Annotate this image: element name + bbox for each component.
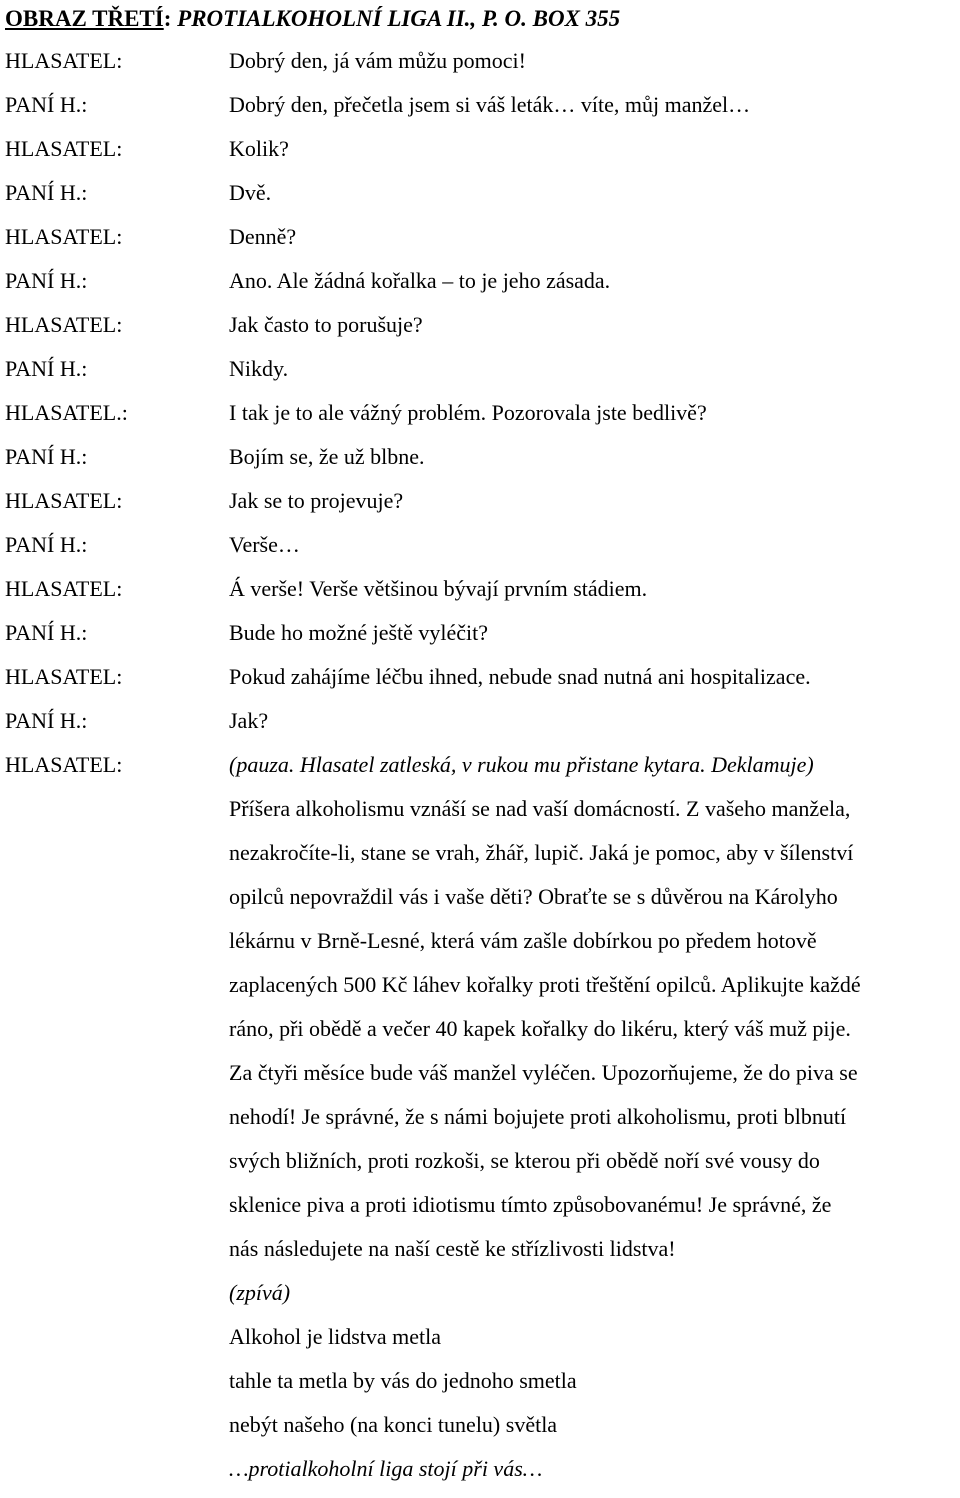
scene-heading-prefix: OBRAZ TŘETÍ: [5, 6, 164, 31]
dialogue-line: [5, 134, 955, 178]
line-text: Pokud zahájíme léčbu ihned, nebude snad nutná ani hospitalizace.: [229, 664, 811, 689]
speaker-name: HLASATEL:: [5, 136, 123, 161]
stage-direction: (pauza. Hlasatel zatleská, v rukou mu přistane kytara. Deklamuje): [229, 752, 814, 777]
speech-line: Příšera alkoholismu vznáší se nad vaší domácností. Z vašeho manžela,: [229, 796, 851, 821]
dialogue-line: [5, 442, 955, 486]
line-text: Kolik?: [229, 136, 289, 161]
speaker-name: HLASATEL:: [5, 48, 123, 73]
line-text: I tak je to ale vážný problém. Pozorovala jste bedlivě?: [229, 400, 707, 425]
speaker-name: PANÍ H.:: [5, 268, 88, 293]
line-text: Ano. Ale žádná kořalka – to je jeho zásada.: [229, 268, 611, 293]
dialogue-line: [5, 750, 955, 794]
speech-line: svých bližních, proti rozkoši, se kterou při obědě noří své vousy do: [229, 1148, 820, 1173]
speech-line: opilců nepovraždil vás i vaše děti? Obraťte se s důvěrou na Károlyho: [229, 884, 838, 909]
speech-line: nezakročíte-li, stane se vrah, žhář, lupič. Jaká je pomoc, aby v šílenství: [229, 840, 854, 865]
dialogue-line: [5, 574, 955, 618]
speaker-name: HLASATEL.:: [5, 400, 128, 425]
speaker-name: PANÍ H.:: [5, 532, 88, 557]
speaker-name: PANÍ H.:: [5, 180, 88, 205]
song-line: …protialkoholní liga stojí při vás…: [229, 1456, 543, 1481]
song-line: tahle ta metla by vás do jednoho smetla: [229, 1368, 577, 1393]
line-text: Dobrý den, přečetla jsem si váš leták… víte, můj manžel…: [229, 92, 751, 117]
line-text: Verše…: [229, 532, 300, 557]
dialogue-line: [5, 486, 955, 530]
line-text: Dvě.: [229, 180, 272, 205]
line-text: Denně?: [229, 224, 297, 249]
line-text: Á verše! Verše většinou bývají prvním stádiem.: [229, 576, 648, 601]
speaker-name: PANÍ H.:: [5, 444, 88, 469]
scene-heading-colon: :: [163, 6, 172, 31]
stage-direction: (zpívá): [229, 1280, 291, 1305]
speaker-name: HLASATEL:: [5, 312, 123, 337]
line-text: Jak se to projevuje?: [229, 488, 404, 513]
speech-line: lékárnu v Brně-Lesné, která vám zašle dobírkou po předem hotově: [229, 928, 817, 953]
speaker-name: PANÍ H.:: [5, 356, 88, 381]
speaker-name: HLASATEL:: [5, 224, 123, 249]
scene-heading-title: PROTIALKOHOLNÍ LIGA II., P. O. BOX 355: [171, 6, 621, 31]
speaker-name: PANÍ H.:: [5, 708, 88, 733]
dialogue-line: [5, 706, 955, 750]
dialogue-line: [5, 46, 955, 90]
line-text: Nikdy.: [229, 356, 289, 381]
speech-line: Za čtyři měsíce bude váš manžel vyléčen. Upozorňujeme, že do piva se: [229, 1060, 858, 1085]
line-text: Dobrý den, já vám můžu pomoci!: [229, 48, 526, 73]
song-line: Alkohol je lidstva metla: [229, 1324, 442, 1349]
speaker-name: HLASATEL:: [5, 488, 123, 513]
speech-line: nehodí! Je správné, že s námi bojujete proti alkoholismu, proti blbnutí: [229, 1104, 847, 1129]
dialogue-line: [5, 178, 955, 222]
scene-heading: [5, 4, 620, 34]
line-text: Bojím se, že už blbne.: [229, 444, 425, 469]
speaker-name: HLASATEL:: [5, 664, 123, 689]
dialogue-line: [5, 530, 955, 574]
dialogue-line: [5, 310, 955, 354]
speaker-name: HLASATEL:: [5, 752, 123, 777]
speech-line: ráno, při obědě a večer 40 kapek kořalky do likéru, který váš muž pije.: [229, 1016, 851, 1041]
speaker-name: PANÍ H.:: [5, 620, 88, 645]
dialogue-line: [5, 662, 955, 706]
song-line: nebýt našeho (na konci tunelu) světla: [229, 1412, 558, 1437]
speaker-name: PANÍ H.:: [5, 92, 88, 117]
dialogue-line: [5, 266, 955, 310]
speech-line: nás následujete na naší cestě ke střízlivosti lidstva!: [229, 1236, 676, 1261]
line-text: Jak?: [229, 708, 269, 733]
dialogue-line: [5, 618, 955, 662]
speaker-name: HLASATEL:: [5, 576, 123, 601]
dialogue-line: [5, 222, 955, 266]
speech-line: zaplacených 500 Kč láhev kořalky proti třeštění opilců. Aplikujte každé: [229, 972, 861, 997]
line-text: Bude ho možné ještě vyléčit?: [229, 620, 489, 645]
dialogue-line: [5, 90, 955, 134]
dialogue-line: [5, 354, 955, 398]
line-text: Jak často to porušuje?: [229, 312, 423, 337]
speech-line: sklenice piva a proti idiotismu tímto způsobovanému! Je správné, že: [229, 1192, 832, 1217]
dialogue-line: [5, 398, 955, 442]
